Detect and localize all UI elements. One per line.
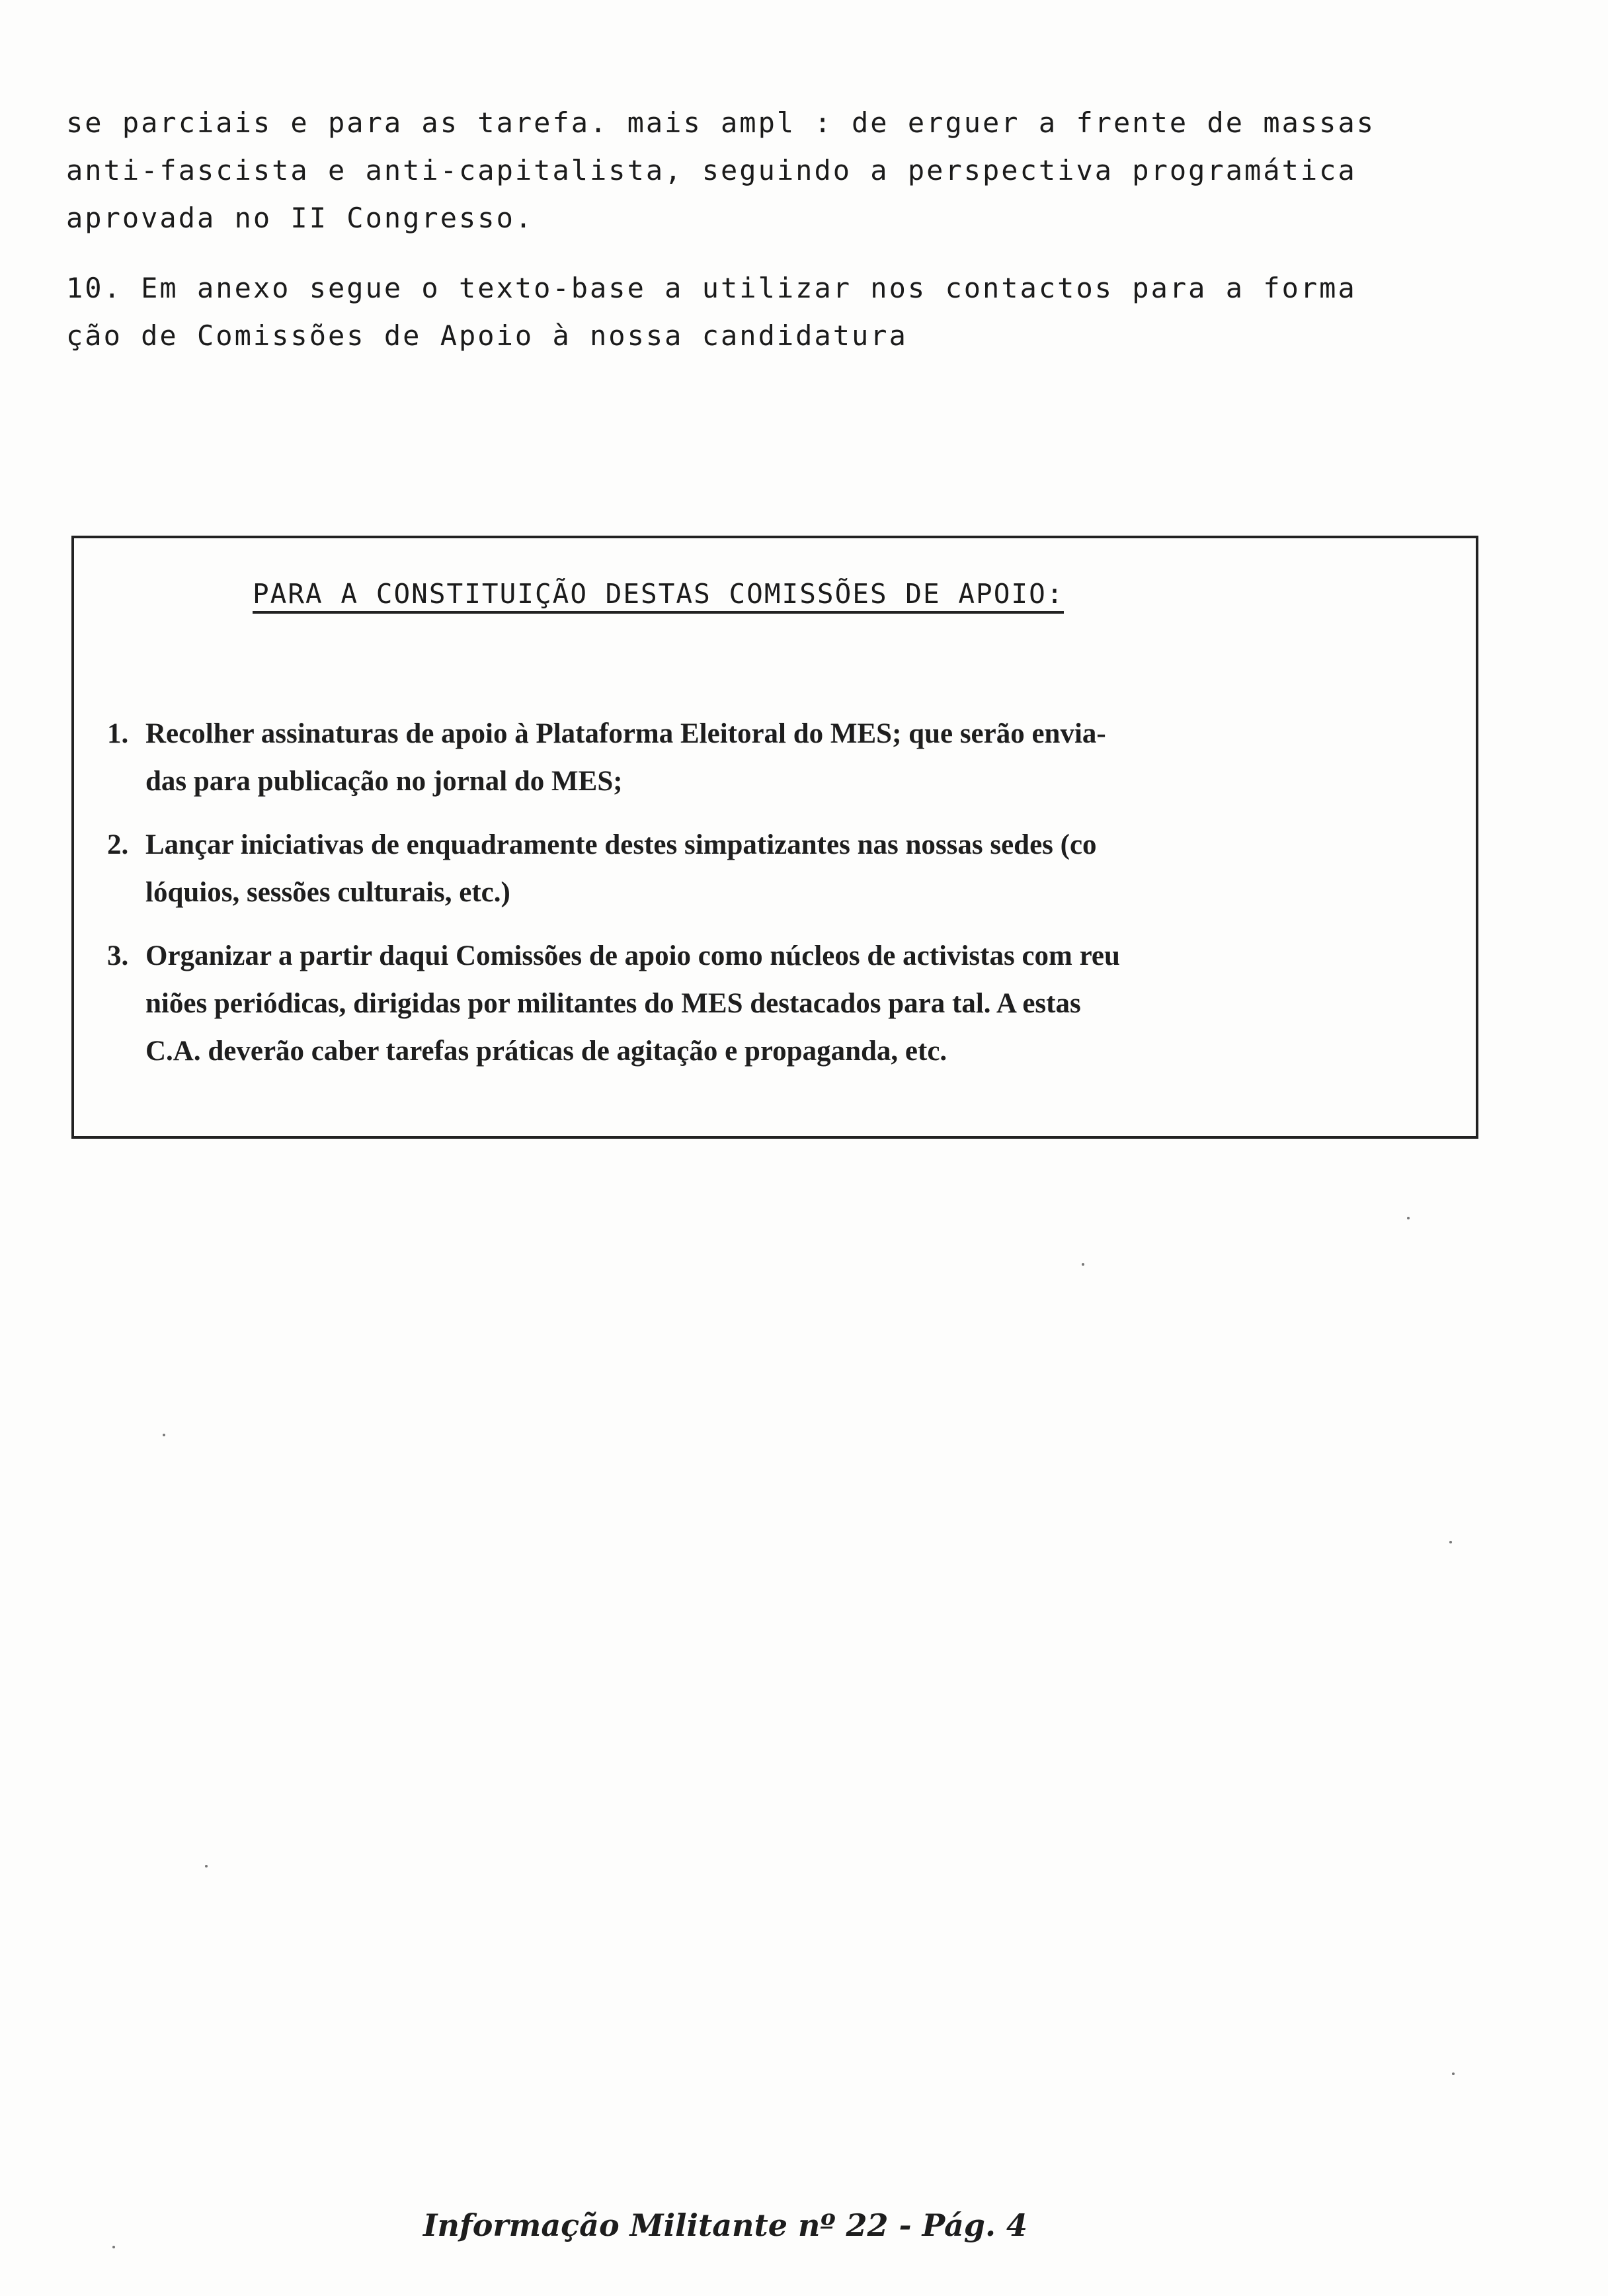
list-item [107, 710, 1429, 805]
list-item [107, 932, 1429, 1075]
list-item-line: Recolher assinaturas de apoio à Plataforma Eleitoral do MES; que serão envia- [145, 718, 1106, 749]
scan-speck [1452, 2072, 1455, 2075]
item-10-line: ção de Comissões de Apoio à nossa candidatura [66, 319, 908, 352]
item-10-paragraph [66, 265, 1494, 360]
scan-speck [163, 1434, 165, 1436]
list-item-line: das para publicação no jornal do MES; [145, 766, 623, 797]
support-committees-box [71, 536, 1478, 1139]
intro-line: se parciais e para as tarefa. mais ampl : de erguer a frente de massas [66, 106, 1376, 139]
list-item-line: niões periódicas, dirigidas por militantes do MES destacados para tal. A estas [145, 988, 1081, 1019]
scan-speck [112, 2246, 115, 2248]
scan-speck [1407, 1217, 1410, 1219]
scan-speck [1082, 1263, 1084, 1266]
list-item-line: Lançar iniciativas de enquadramente destes simpatizantes nas nossas sedes (co [145, 829, 1097, 860]
list-item-line: Organizar a partir daqui Comissões de apoio como núcleos de activistas com reu [145, 940, 1120, 971]
scan-speck [1449, 1541, 1452, 1543]
list-item [107, 821, 1429, 917]
box-list [107, 710, 1429, 1091]
list-item-line: C.A. deverão caber tarefas práticas de agitação e propaganda, etc. [145, 1036, 947, 1067]
page-footer: Informação Militante nº 22 - Pág. 4 [423, 2207, 1027, 2243]
intro-line: anti-fascista e anti-capitalista, seguindo a perspectiva programática [66, 154, 1357, 186]
list-item-text [145, 932, 1429, 1075]
scan-speck [205, 1865, 208, 1867]
list-item-text [145, 821, 1429, 917]
list-item-text [145, 710, 1429, 805]
item-10-line: 10. Em anexo segue o texto-base a utilizar nos contactos para a forma [66, 272, 1357, 304]
intro-line: aprovada no II Congresso. [66, 202, 534, 234]
intro-paragraph [66, 99, 1494, 242]
list-item-number: 3. [107, 940, 129, 971]
box-title: PARA A CONSTITUIÇÃO DESTAS COMISSÕES DE APOIO: [253, 578, 1064, 614]
list-item-line: lóquios, sessões culturais, etc.) [145, 877, 510, 908]
list-item-number: 1. [107, 718, 129, 749]
list-item-number: 2. [107, 829, 129, 860]
